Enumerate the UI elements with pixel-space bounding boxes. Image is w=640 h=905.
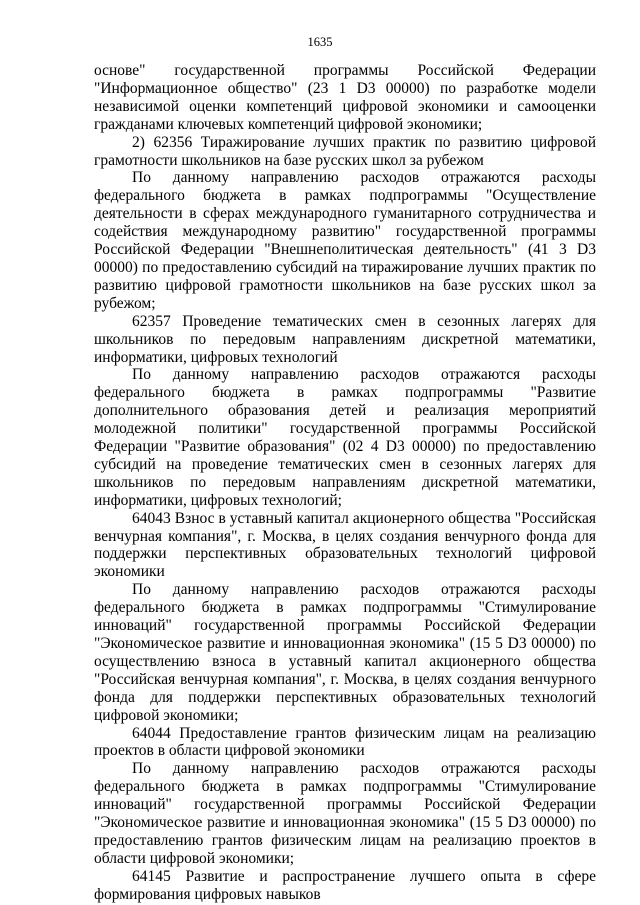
page-number: 1635: [307, 35, 333, 49]
paragraph: По данному направлению расходов отражаются расходы федерального бюджета в рамках подпрограммы "Стимулирование инноваций" государственной программы Российской Федерации "Экономическое развитие и инновационная экономика" (15 5 D3 00000) по осуществлению взноса в уставный капитал акционерного общества "Российская венчурная компания", г. Москва, в целях создания венчурного фонда для поддержки перспективных образовательных технологий цифровой экономики;: [94, 581, 596, 724]
paragraph: По данному направлению расходов отражаются расходы федерального бюджета в рамках подпрограммы "Развитие дополнительного образования детей и реализация мероприятий молодежной политики" государственной программы Российской Федерации "Развитие образования" (02 4 D3 00000) по предоставлению субсидий на проведение тематических смен в сезонных лагерях для школьников по передовым направлениям дискретной математики, информатики, цифровых технологий;: [94, 366, 596, 509]
paragraph: 64145 Развитие и распространение лучшего опыта в сфере формирования цифровых навыков: [94, 867, 596, 903]
paragraph: 2) 62356 Тиражирование лучших практик по развитию цифровой грамотности школьников на базе русских школ за рубежом: [94, 133, 596, 169]
paragraph: 64044 Предоставление грантов физическим лицам на реализацию проектов в области цифровой экономики: [94, 724, 596, 760]
paragraph: По данному направлению расходов отражаются расходы федерального бюджета в рамках подпрограммы "Осуществление деятельности в сферах международного гуманитарного сотрудничества и содействия международному развитию" государственной программы Российской Федерации "Внешнеполитическая деятельность" (41 3 D3 00000) по предоставлению субсидий на тиражирование лучших практик по развитию цифровой грамотности школьников на базе русских школ за рубежом;: [94, 169, 596, 312]
paragraph: основе" государственной программы Российской Федерации "Информационное общество" (23 1 D3 00000) по разработке модели независимой оценки компетенций цифровой экономики и самооценки гражданами ключевых компетенций цифровой экономики;: [94, 62, 596, 133]
document-body: [94, 62, 596, 904]
paragraph: 64043 Взнос в уставный капитал акционерного общества "Российская венчурная компания", г. Москва, в целях создания венчурного фонда для поддержки перспективных образовательных технологий цифровой экономики: [94, 509, 596, 581]
paragraph: По данному направлению расходов отражаются расходы федерального бюджета в рамках подпрограммы "Стимулирование инноваций" государственной программы Российской Федерации "Экономическое развитие и инновационная экономика" (15 5 D3 00000) по предоставлению грантов физическим лицам на реализацию проектов в области цифровой экономики;: [94, 760, 596, 867]
paragraph: 62357 Проведение тематических смен в сезонных лагерях для школьников по передовым направлениям дискретной математики, информатики, цифровых технологий: [94, 312, 596, 366]
